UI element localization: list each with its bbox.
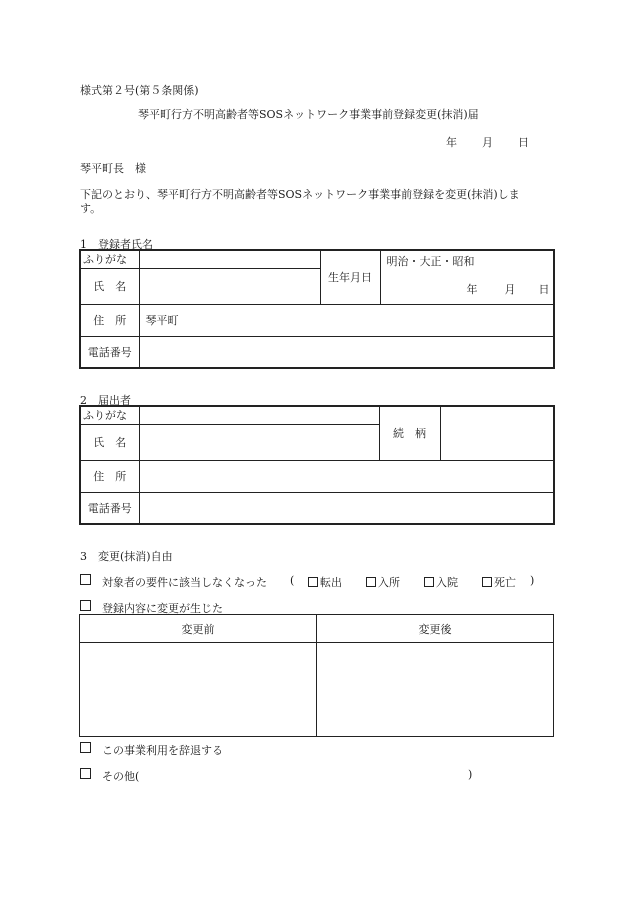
addressee: 琴平町長 様: [80, 162, 146, 175]
relation-field[interactable]: [440, 406, 554, 460]
phone-field[interactable]: [139, 336, 554, 368]
checkbox-changed[interactable]: [80, 600, 91, 611]
form-title: 琴平町行方不明高齢者等SOSネットワーク事業事前登録変更(抹消)届: [138, 108, 479, 121]
checkbox-moveout[interactable]: [308, 577, 318, 587]
notifier-table: [79, 405, 555, 525]
intro-text: 下記のとおり、琴平町行方不明高齢者等SOSネットワーク事業事前登録を変更(抹消)しま: [80, 188, 520, 201]
name-input[interactable]: [139, 268, 320, 304]
era-options: 明治・大正・昭和: [386, 255, 475, 268]
reason-changed: [80, 600, 91, 613]
registrant-table: [79, 249, 555, 369]
change-table: [79, 614, 554, 737]
notifier-phone-field[interactable]: [139, 492, 554, 524]
reason-withdraw: [80, 742, 91, 755]
sub-option-moveout: [308, 574, 342, 590]
form-number: 様式第２号(第５条関係): [80, 84, 199, 97]
address-field[interactable]: 琴平町: [139, 304, 554, 336]
checkbox-withdraw[interactable]: [80, 742, 91, 753]
furigana-input[interactable]: [139, 250, 320, 268]
birthdate-label: 生年月日: [320, 250, 380, 304]
section3-heading: 3 変更(抹消)自由: [80, 550, 173, 563]
section1-heading: 1 登録者氏名: [80, 238, 153, 251]
notifier-address-field[interactable]: [139, 460, 554, 492]
checkbox-ineligible[interactable]: [80, 574, 91, 585]
notifier-name-input[interactable]: [139, 424, 379, 460]
birth-day-label: 日: [538, 283, 550, 296]
sub-option-hospital: [424, 574, 458, 590]
reason-other-close: ): [468, 768, 473, 781]
section2-heading: 2 届出者: [80, 394, 131, 407]
paren-close: ): [530, 574, 535, 587]
reason-ineligible-label: 対象者の要件に該当しなくなった: [102, 576, 267, 589]
checkbox-admission[interactable]: [366, 577, 376, 587]
notifier-phone-label: 電話番号: [80, 492, 139, 524]
date-day: 日: [518, 136, 529, 149]
birth-month-label: 月: [504, 283, 516, 296]
moveout-label: 転出: [320, 576, 342, 589]
after-header: 変更後: [317, 615, 554, 643]
date-year: 年: [446, 136, 457, 149]
reason-other-label: その他(: [102, 770, 140, 783]
before-header: 変更前: [80, 615, 317, 643]
paren-open: (: [290, 574, 295, 587]
notifier-furigana-input[interactable]: [139, 406, 379, 424]
notifier-furigana-label: ふりがな: [80, 406, 139, 424]
after-field[interactable]: [317, 643, 554, 737]
reason-changed-label: 登録内容に変更が生じた: [102, 602, 223, 615]
before-field[interactable]: [80, 643, 317, 737]
reason-withdraw-label: この事業利用を辞退する: [102, 744, 223, 757]
birthdate-field[interactable]: [380, 250, 554, 304]
sub-option-death: [482, 574, 516, 590]
phone-label: 電話番号: [80, 336, 139, 368]
name-label: 氏 名: [80, 268, 139, 304]
furigana-label: ふりがな: [80, 250, 139, 268]
relation-label: 続 柄: [379, 406, 440, 460]
death-label: 死亡: [494, 576, 516, 589]
sub-option-admission: [366, 574, 400, 590]
checkbox-hospital[interactable]: [424, 577, 434, 587]
hospital-label: 入院: [436, 576, 458, 589]
admission-label: 入所: [378, 576, 400, 589]
reason-ineligible: [80, 574, 91, 587]
checkbox-death[interactable]: [482, 577, 492, 587]
reason-other: [80, 768, 91, 781]
notifier-name-label: 氏 名: [80, 424, 139, 460]
birth-year-label: 年: [466, 283, 478, 296]
checkbox-other[interactable]: [80, 768, 91, 779]
notifier-address-label: 住 所: [80, 460, 139, 492]
address-label: 住 所: [80, 304, 139, 336]
intro-text-cont: す。: [80, 202, 102, 215]
date-month: 月: [482, 136, 493, 149]
